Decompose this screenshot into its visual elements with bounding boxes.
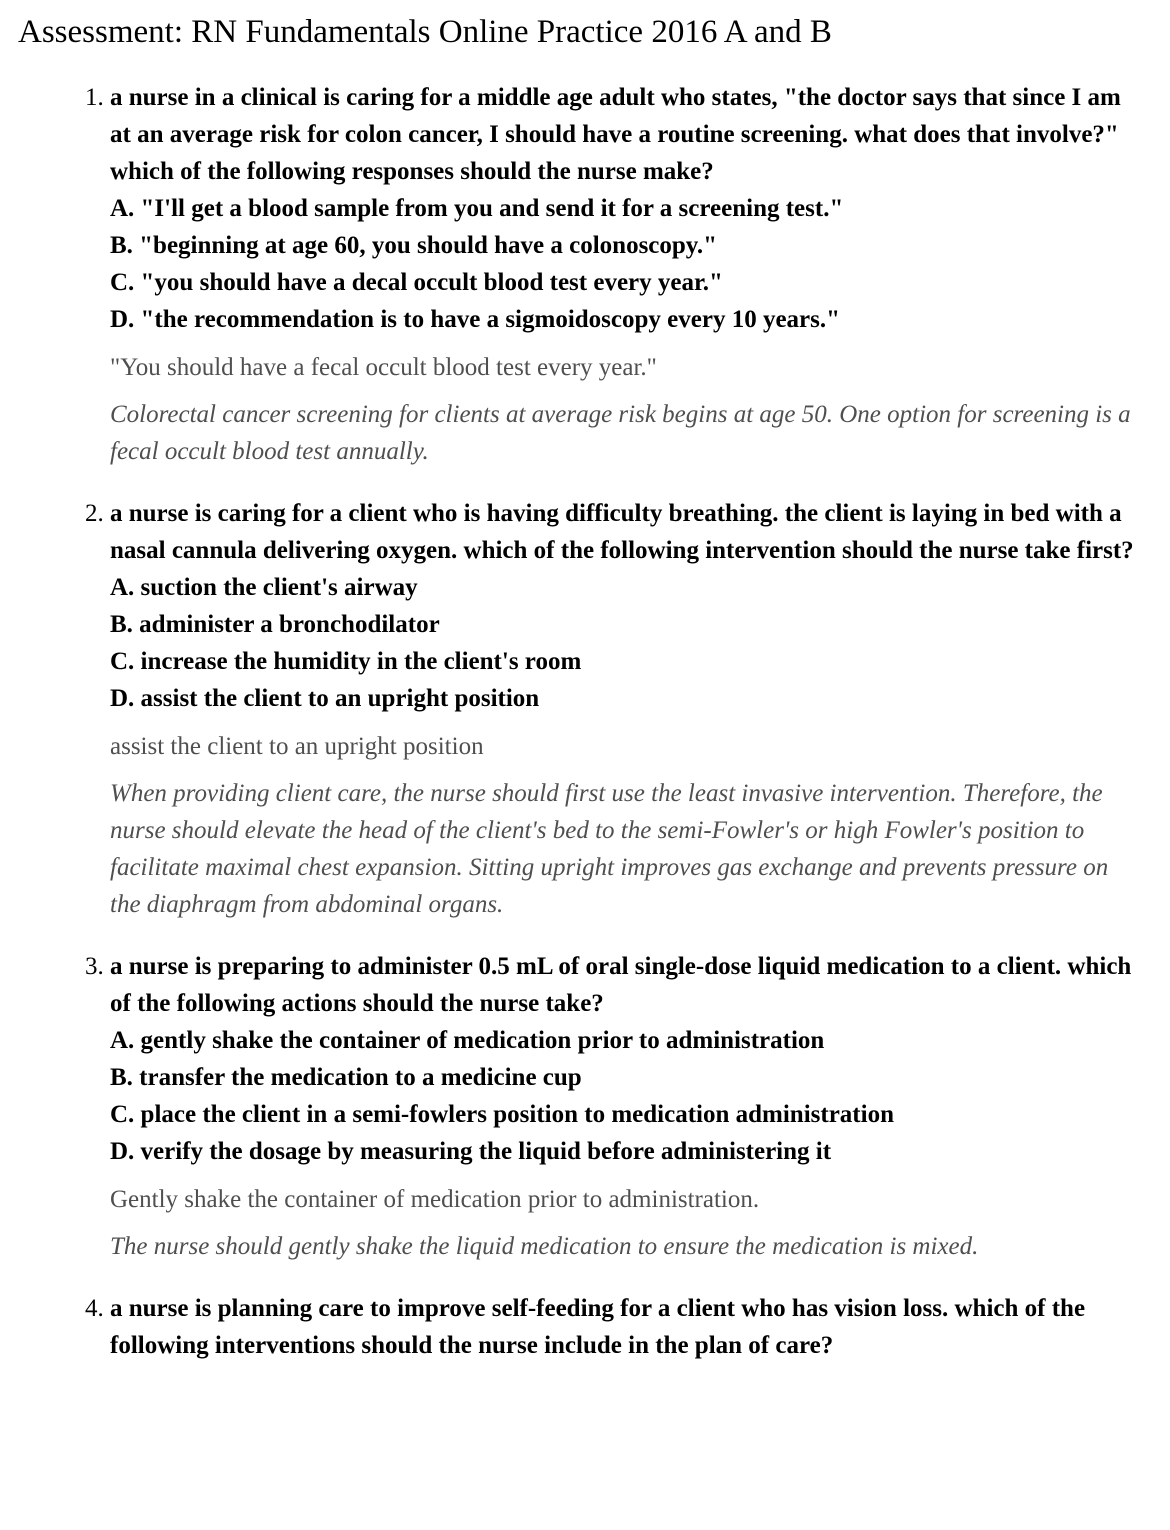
- answer-option-c: C. place the client in a semi-fowlers position to medication administration: [110, 1100, 894, 1128]
- answer-option-b: B. administer a bronchodilator: [110, 610, 440, 638]
- answer-option-d: D. verify the dosage by measuring the liquid before administering it: [110, 1137, 832, 1165]
- correct-answer: "You should have a fecal occult blood test every year.": [110, 353, 657, 381]
- question-item-3: [110, 948, 1142, 1265]
- answer-option-a: A. gently shake the container of medication prior to administration: [110, 1026, 825, 1054]
- answer-option-a: A. suction the client's airway: [110, 573, 418, 601]
- answer-rationale: When providing client care, the nurse should first use the least invasive intervention. Therefore, the nurse should elevate the head of the client's bed to the semi-Fowler's or high Fowler's position to facilitate maximal chest expansion. Sitting upright improves gas exchange and prevents pressure on the diaphragm from abdominal organs.: [110, 779, 1109, 918]
- correct-answer: Gently shake the container of medication prior to administration.: [110, 1185, 760, 1213]
- answer-option-c: C. increase the humidity in the client's room: [110, 647, 582, 675]
- answer-option-d: D. assist the client to an upright position: [110, 684, 540, 712]
- answer-option-b: B. transfer the medication to a medicine cup: [110, 1063, 582, 1091]
- question-text: [110, 948, 1142, 1170]
- answer-option-d: D. "the recommendation is to have a sigmoidoscopy every 10 years.": [110, 305, 840, 333]
- question-body: a nurse is caring for a client who is having difficulty breathing. the client is laying in bed with a nasal cannula delivering oxygen. which of the following intervention should the nurse take first?: [110, 499, 1134, 564]
- question-text: [110, 79, 1142, 338]
- answer-rationale: Colorectal cancer screening for clients at average risk begins at age 50. One option for screening is a fecal occult blood test annually.: [110, 400, 1131, 465]
- answer-rationale: The nurse should gently shake the liquid medication to ensure the medication is mixed.: [110, 1232, 979, 1260]
- question-item-1: [110, 79, 1142, 470]
- answer-option-b: B. "beginning at age 60, you should have a colonoscopy.": [110, 231, 718, 259]
- question-body: a nurse is preparing to administer 0.5 mL of oral single-dose liquid medication to a client. which of the following actions should the nurse take?: [110, 952, 1132, 1017]
- question-body: a nurse in a clinical is caring for a middle age adult who states, "the doctor says that since I am at an average risk for colon cancer, I should have a routine screening. what does that involve?" which of the following responses should the nurse make?: [110, 83, 1121, 185]
- question-text: [110, 495, 1142, 717]
- question-item-2: [110, 495, 1142, 923]
- question-item-4: [110, 1290, 1142, 1364]
- answer-option-a: A. "I'll get a blood sample from you and send it for a screening test.": [110, 194, 844, 222]
- question-text: [110, 1290, 1142, 1364]
- correct-answer: assist the client to an upright position: [110, 732, 484, 760]
- answer-option-c: C. "you should have a decal occult blood test every year.": [110, 268, 723, 296]
- page-title: Assessment: RN Fundamentals Online Practice 2016 A and B: [18, 14, 832, 50]
- question-list: [18, 79, 1142, 1364]
- question-body: a nurse is planning care to improve self-feeding for a client who has vision loss. which of the following interventions should the nurse include in the plan of care?: [110, 1294, 1086, 1359]
